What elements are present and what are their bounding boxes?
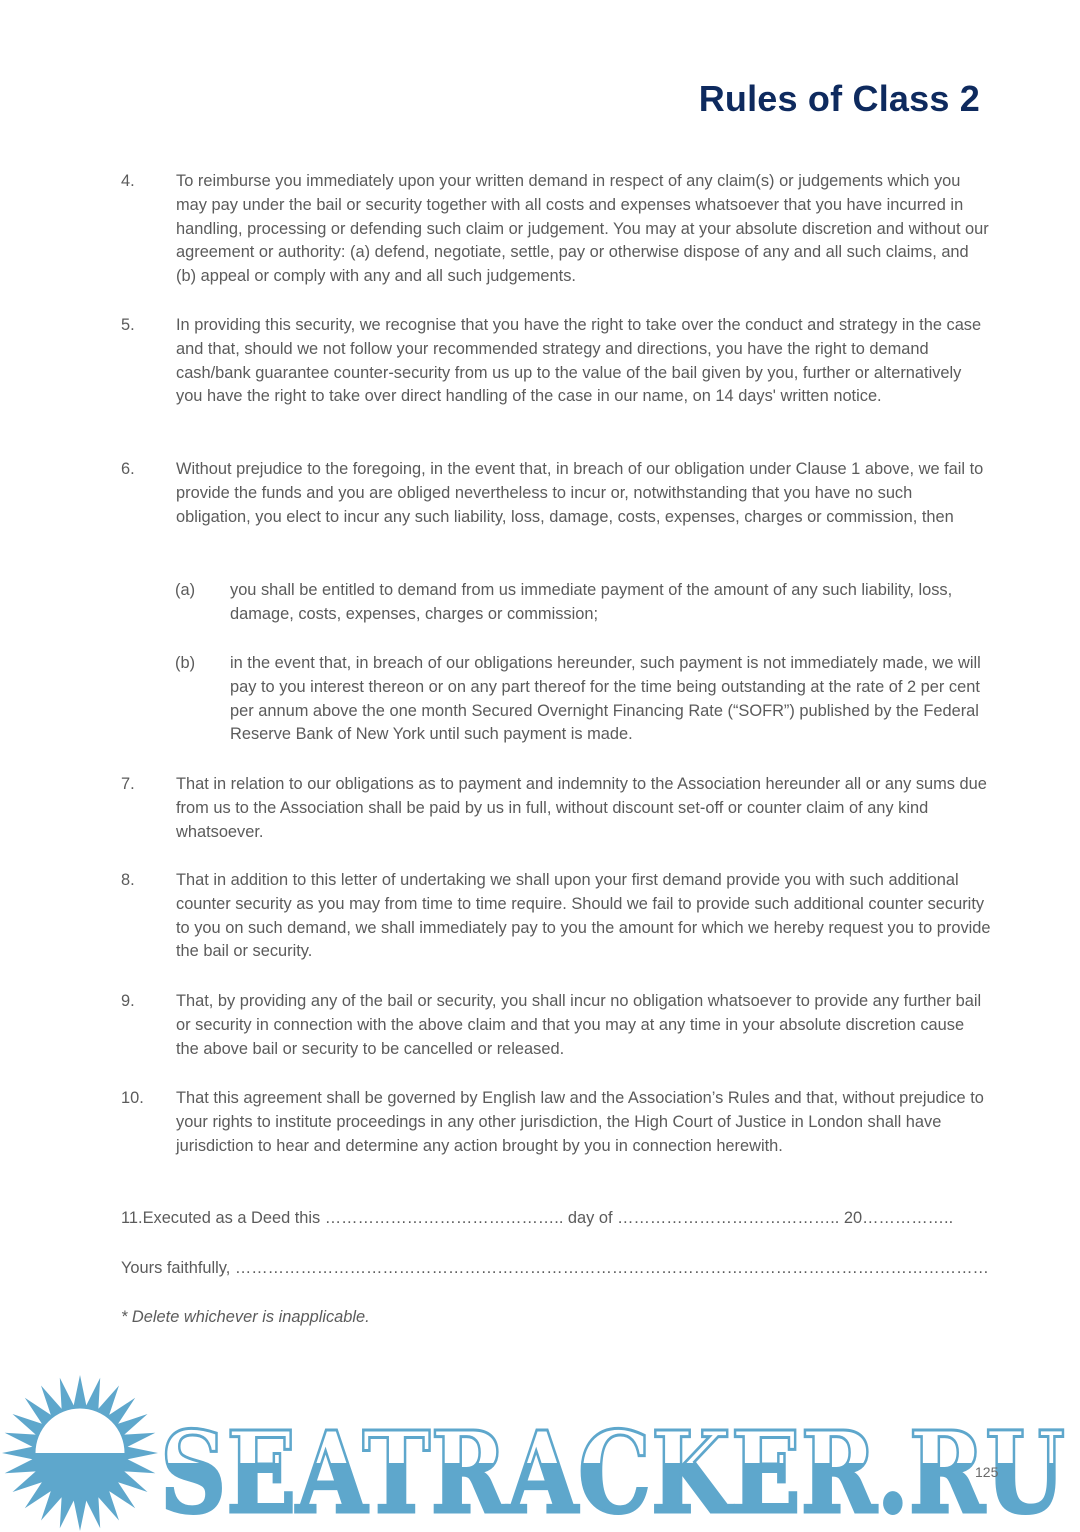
subclause-text: in the event that, in breach of our obligations hereunder, such payment is not immediately made, we will pay to you interest thereon or on any part thereof for the time being outstanding at the rate of 2 per cent per annum above the one month Secured Overnight Financing Rate (“SOFR”) published by the Federal Reserve Bank of New York until such payment is made. [230,654,981,744]
subclause-text: you shall be entitled to demand from us immediate payment of the amount of any such liability, loss, damage, costs, expenses, charges or commission; [230,581,953,623]
clause-9 [121,990,991,1061]
signature-line: Yours faithfully, ………………………………………………………………………………………………………………………… [121,1259,989,1277]
clause-text: That this agreement shall be governed by English law and the Association’s Rules and that, without prejudice to your rights to institute proceedings in any other jurisdiction, the High Court of Justice in London shall have jurisdiction to hear and determine any action brought by you in connection herewith. [176,1089,984,1155]
clause-number: 4. [121,172,135,190]
page-number: 125 [975,1464,999,1480]
subclause-a [175,579,990,627]
clause-text: Without prejudice to the foregoing, in the event that, in breach of our obligation under Clause 1 above, we fail to provide the funds and you are obliged nevertheless to incur or, notwithstanding that you have no such obligation, you elect to incur any such liability, loss, damage, costs, expenses, charges or commission, then [176,460,984,526]
clause-number: 8. [121,871,135,889]
watermark-text: SEATRACKER.RU [160,1408,1065,1532]
footnote: * Delete whichever is inapplicable. [121,1308,370,1326]
clause-text: To reimburse you immediately upon your written demand in respect of any claim(s) or judgements which you may pay under the bail or security together with all costs and expenses whatsoever that you have incurred in handling, processing or defending such claim or judgement. You may at your absolute discretion and without our agreement or authority: (a) defend, negotiate, settle, pay or otherwise dispose of any and all such claims, and (b) appeal or comply with any and all such judgements. [176,172,989,286]
clause-text: In providing this security, we recognise that you have the right to take over the conduct and strategy in the case and that, should we not follow your recommended strategy and directions, you have the right to demand cash/bank guarantee counter-security from us up to the value of the bail given by you, further or alternatively you have the right to take over direct handling of the case in our name, on 14 days' written notice. [176,316,982,406]
execution-line: 11.Executed as a Deed this …………………………………….. day of ………………………………….. 20…………….. [121,1209,954,1227]
clause-text: That, by providing any of the bail or security, you shall incur no obligation whatsoever to provide any further bail or security in connection with the above claim and that you may at any time in your absolute discretion cause the above bail or security to be cancelled or released. [176,992,982,1058]
clause-number: 6. [121,460,135,478]
clause-6 [121,458,991,529]
clause-number: 7. [121,775,135,793]
clause-7 [121,773,991,844]
clause-number: 9. [121,992,135,1010]
page-title: Rules of Class 2 [698,78,980,119]
subclause-b [175,652,990,747]
clause-5 [121,314,991,409]
subclause-number: (a) [175,581,196,599]
clause-8 [121,869,991,964]
clause-number: 5. [121,316,135,334]
sun-logo-icon [2,1375,158,1531]
clause-text: That in relation to our obligations as to payment and indemnity to the Association hereunder all or any sums due from us to the Association shall be paid by us in full, without discount set-off or counter claim of any kind whatsoever. [176,775,987,841]
clause-10 [121,1087,991,1158]
seatracker-watermark [0,1370,1080,1532]
subclause-number: (b) [175,654,196,672]
clause-number: 10. [121,1089,144,1107]
clause-text: That in addition to this letter of undertaking we shall upon your first demand provide you with such additional counter security as you may from time to time require. Should we fail to provide such additional counter security to you on such demand, we shall immediately pay to you the amount for which we hereby request you to provide the bail or security. [176,871,991,961]
clause-4 [121,170,991,289]
